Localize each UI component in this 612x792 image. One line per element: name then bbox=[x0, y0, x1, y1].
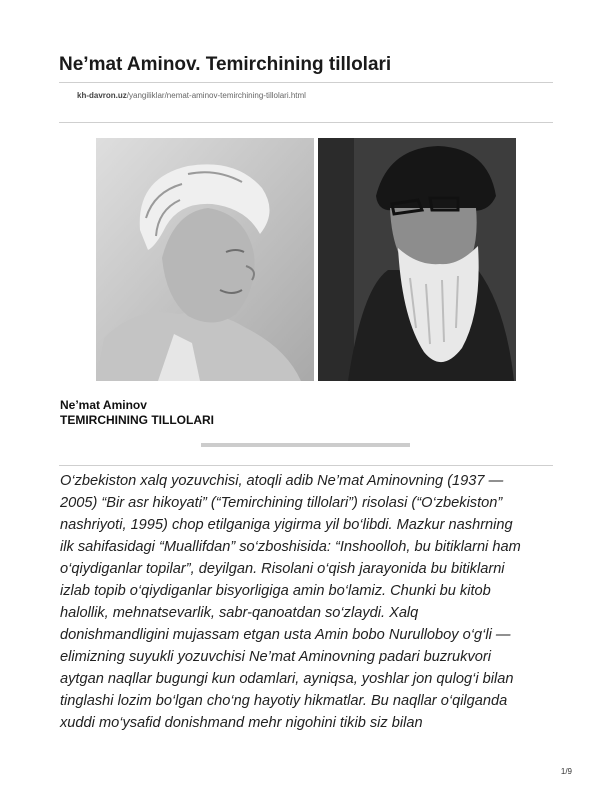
body-line: halollik, mehnatsevarlik, sabr-qanoatdan so‘zlaydi. Xalq bbox=[60, 605, 419, 621]
body-line: aytgan naqllar bugungi kun odamlari, ayniqsa, yoshlar jon qulog‘i bilan bbox=[60, 671, 514, 687]
amin-bobo-photo bbox=[318, 138, 516, 381]
body-divider bbox=[59, 465, 553, 466]
body-line: nashriyoti, 1995) chop etilganiga yigirma yil bo‘libdi. Mazkur nashrning bbox=[60, 517, 513, 533]
author-photo bbox=[96, 138, 314, 381]
body-line: elimizning suyukli yozuvchisi Ne’mat Aminovning padari buzrukvori bbox=[60, 649, 491, 665]
body-line: xuddi mo‘ysafid donishmand mehr nigohini tikib siz bilan bbox=[60, 715, 423, 731]
body-line: tinglashi lozim bo‘lgan cho‘ng hayotiy hikmatlar. Bu naqllar o‘qilganda bbox=[60, 693, 508, 709]
article-body bbox=[60, 470, 560, 734]
body-line: O‘zbekiston xalq yozuvchisi, atoqli adib Ne’mat Aminovning (1937 — bbox=[60, 473, 504, 489]
page-number: 1/9 bbox=[560, 767, 572, 776]
body-line: o‘qiydiganlar topilar”, deyilgan. Risolani o‘qish jarayonida bu bitiklarni bbox=[60, 561, 505, 577]
header-divider bbox=[59, 122, 553, 123]
photo-caption bbox=[60, 398, 214, 428]
caption-title: TEMIRCHINING TILLOLARI bbox=[60, 413, 214, 427]
page-title: Ne’mat Aminov. Temirchining tillolari bbox=[59, 54, 392, 75]
caption-author: Ne’mat Aminov bbox=[60, 398, 147, 412]
body-line: izlab topib o‘qiydiganlar bisyorligiga amin bo‘lamiz. Chunki bu kitob bbox=[60, 583, 491, 599]
body-line: donishmandligini mujassam etgan usta Amin bobo Nurulloboy o‘g‘li — bbox=[60, 627, 511, 643]
body-line: ilk sahifasidagi “Muallifdan” so‘zboshisida: “Inshoolloh, bu bitiklarni ham bbox=[60, 539, 521, 555]
title-divider bbox=[59, 82, 553, 83]
source-url[interactable] bbox=[77, 91, 306, 100]
source-domain[interactable]: kh-davron.uz bbox=[77, 91, 127, 100]
source-path[interactable]: /yangiliklar/nemat-aminov-temirchining-tillolari.html bbox=[126, 91, 306, 100]
section-divider bbox=[201, 443, 410, 447]
body-line: 2005) “Bir asr hikoyati” (“Temirchining tillolari”) risolasi (“O‘zbekiston” bbox=[60, 495, 503, 511]
